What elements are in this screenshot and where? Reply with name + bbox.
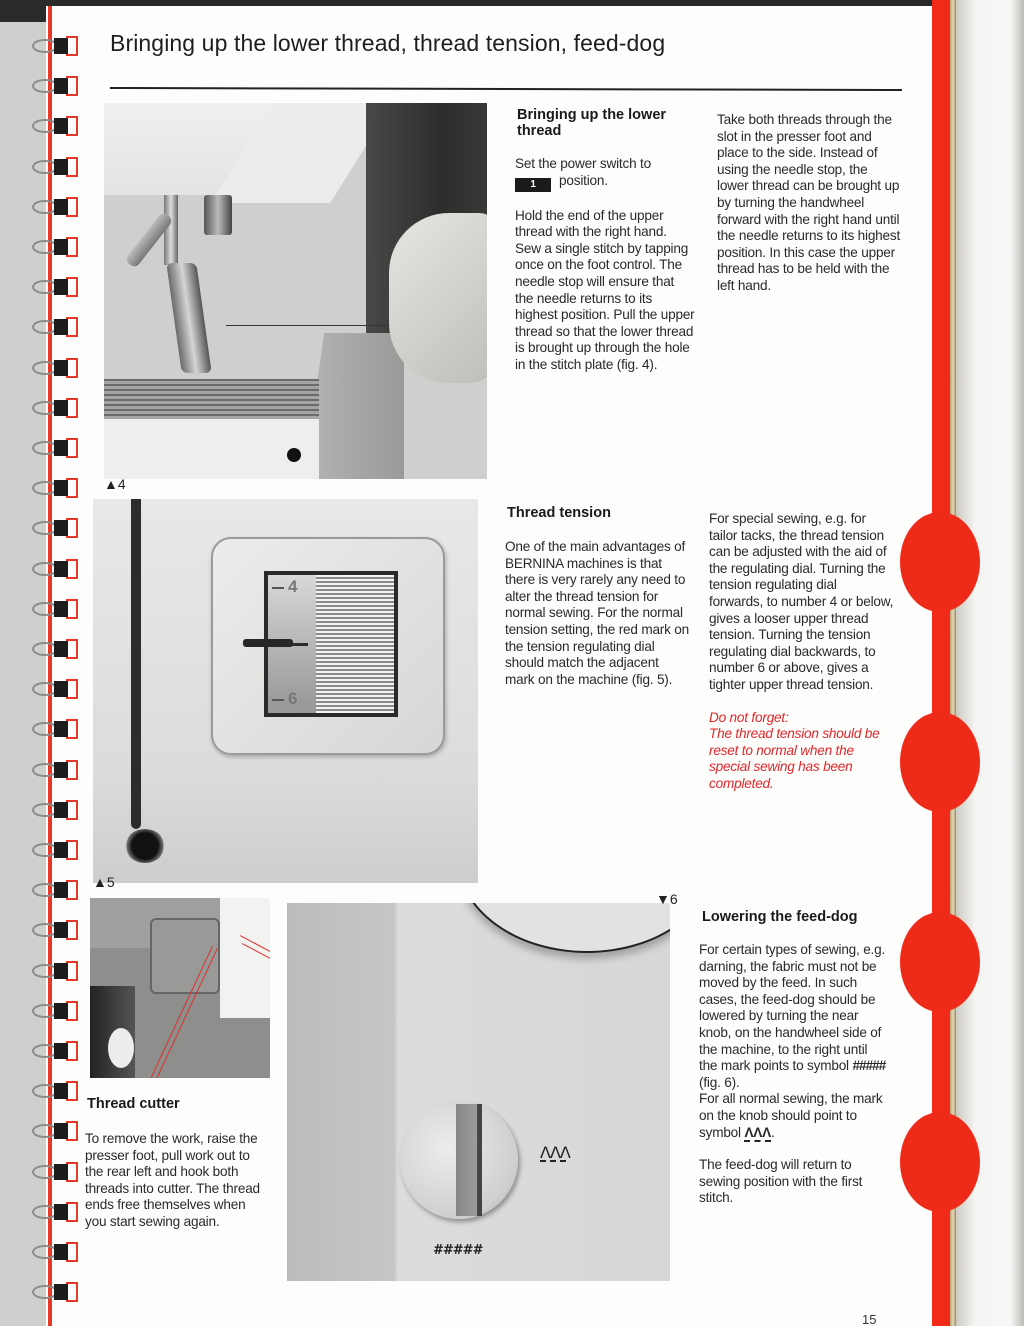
tick-4 [272, 587, 284, 589]
machine-side [304, 333, 404, 479]
hole-red-border [66, 478, 78, 498]
hole-red-border [66, 398, 78, 418]
hole-red-border [66, 1121, 78, 1141]
hole-red-border [66, 518, 78, 538]
binding-coil [32, 116, 82, 138]
figure-6-label: ▼6 [656, 891, 678, 907]
heading-bringing-up-lower-thread: Bringing up the lower thread [517, 107, 667, 139]
hole-red-border [66, 920, 78, 940]
binding-coil [32, 1202, 82, 1224]
hole-red-border [66, 76, 78, 96]
reminder-note [709, 710, 894, 793]
lower-thread-text [515, 156, 695, 374]
hole-red-border [66, 277, 78, 297]
binding-coil [32, 76, 82, 98]
index-tab-3[interactable] [900, 912, 980, 1012]
stitch-plate [104, 379, 319, 419]
index-tab-4[interactable] [900, 1112, 980, 1212]
page-number: 15 [862, 1312, 877, 1326]
figure-5-label: ▲5 [93, 874, 115, 890]
thread-tension-paragraph-1: One of the main advantages of BERNINA machines is that there is very rarely any need to alter the thread tension for normal sewing. For the normal tension setting, the red mark on the tension regulating dial should match the adjacent mark on the machine (fig. 5). [505, 539, 690, 687]
binding-coil [32, 920, 82, 942]
hole-red-border [66, 358, 78, 378]
binding-coil [32, 559, 82, 581]
hole-red-border [66, 840, 78, 860]
binding-coil [32, 961, 82, 983]
hole-red-border [66, 1282, 78, 1302]
hole-red-border [66, 1162, 78, 1182]
binding-coil [32, 358, 82, 380]
symbol-normal-glyph: ΛΛΛ [540, 1143, 570, 1162]
binding-coil [32, 599, 82, 621]
binding-coil [32, 277, 82, 299]
index-tab-2[interactable] [900, 712, 980, 812]
index-tab-1[interactable] [900, 512, 980, 612]
binding-coil [32, 157, 82, 179]
symbol-feed-dog-lowered: ##### [433, 1243, 483, 1258]
power-switch-icon: 1 [515, 178, 551, 192]
tension-dial-grip [316, 575, 394, 713]
thread-cutter-photo [90, 898, 270, 1078]
binding-coil [32, 840, 82, 862]
figure-5-photo [93, 499, 478, 883]
binding-coil [32, 1041, 82, 1063]
feed-dog-text [699, 942, 889, 1207]
binding-coil [32, 317, 82, 339]
presser-bar [164, 195, 178, 265]
hole-red-border [66, 438, 78, 458]
binding-coil [32, 1081, 82, 1103]
figure-4-label: ▲4 [104, 476, 126, 492]
thread-tension-text-2 [709, 511, 894, 793]
thread-line [226, 325, 396, 326]
hole-red-border [66, 36, 78, 56]
hole-red-border [66, 157, 78, 177]
binding-coil [32, 639, 82, 661]
hole-red-border [66, 1081, 78, 1101]
cable-hole [125, 829, 165, 863]
lower-thread-paragraph-2: Take both threads through the slot in the presser foot and place to the side. Instead of using the needle stop, the lower thread can be brought up by turning the handwheel forward with the right hand until the needle returns to its highest position. In this case the upper thread has to be held with the left hand. [717, 112, 901, 293]
tick-6 [272, 699, 284, 701]
feed-dog-text-2a: For all normal sewing, the mark on the knob should point to symbol [699, 1091, 883, 1140]
binding-coil [32, 1242, 82, 1264]
hand-holding-thread [389, 213, 487, 383]
heading-thread-tension: Thread tension [507, 505, 611, 521]
reminder-body: The thread tension should be reset to normal when the special sewing has been completed. [709, 726, 880, 791]
page-title: Bringing up the lower thread, thread tension, feed-dog [110, 30, 666, 56]
binding-coil [32, 197, 82, 219]
reminder-title: Do not forget: [709, 709, 789, 725]
symbol-normal-sewing [540, 1143, 570, 1162]
hole-red-border [66, 760, 78, 780]
presser-bar-housing [220, 898, 270, 1018]
machine-reference-mark [243, 639, 293, 647]
cutter-housing [150, 918, 220, 994]
hole-red-border [66, 961, 78, 981]
power-switch-instruction [515, 156, 695, 192]
feed-dog-paragraph-2 [699, 1091, 889, 1141]
handwheel [457, 903, 670, 953]
binding-coil [32, 760, 82, 782]
dial-number-6: 6 [288, 689, 298, 708]
feed-dog-paragraph-1 [699, 942, 889, 1091]
binding-coil [32, 679, 82, 701]
knob-mark [456, 1104, 482, 1216]
thread-tension-paragraph-2: For special sewing, e.g. for tailor tacks, the thread tension can be adjusted with the aid of the regulating dial. Turning the tension regulating dial forwards, to number 4 or below, gives a looser upper thread tension. Turning the tension regulating dial backwards, to number 6 or above, gives a tighter upper thread tension. [709, 511, 894, 692]
binding-coil [32, 1001, 82, 1023]
figure-6-photo [287, 903, 670, 1281]
power-text-after: position. [559, 172, 608, 188]
machine-dot [287, 448, 301, 462]
hole-red-border [66, 197, 78, 217]
hole-red-border [66, 1202, 78, 1222]
hole-red-border [66, 800, 78, 820]
feed-dog-paragraph-3: The feed-dog will return to sewing position with the first stitch. [699, 1157, 863, 1206]
heading-thread-cutter: Thread cutter [87, 1096, 180, 1112]
hole-red-border [66, 1001, 78, 1021]
binding-coil [32, 36, 82, 58]
binding-coil [32, 1162, 82, 1184]
binding-coil [32, 1121, 82, 1143]
needle-clamp [204, 195, 232, 235]
dial-number-4: 4 [288, 577, 298, 596]
binding-coil [32, 237, 82, 259]
feed-dog-text-2b: . [771, 1124, 775, 1140]
binding-coil [32, 880, 82, 902]
hole-red-border [66, 880, 78, 900]
figure-4-photo [104, 103, 487, 479]
foot-knob [108, 1028, 134, 1068]
symbol-normal-inline: ΛΛΛ [744, 1124, 772, 1140]
hole-red-border [66, 559, 78, 579]
hole-red-border [66, 317, 78, 337]
binding-coil [32, 800, 82, 822]
hole-red-border [66, 1041, 78, 1061]
binding-coil [32, 438, 82, 460]
hole-red-border [66, 1242, 78, 1262]
binding-coil [32, 1282, 82, 1304]
binding-coil [32, 719, 82, 741]
symbol-lowered-inline: ##### [852, 1058, 886, 1074]
feed-dog-text-1b: (fig. 6). [699, 1074, 740, 1090]
machine-base [104, 419, 319, 479]
presser-foot [166, 263, 211, 373]
hole-red-border [66, 599, 78, 619]
binding-coil [32, 398, 82, 420]
hole-red-border [66, 237, 78, 257]
hole-red-border [66, 639, 78, 659]
power-text-before: Set the power switch to [515, 156, 651, 171]
binding-coil [32, 478, 82, 500]
feed-dog-text-1a: For certain types of sewing, e.g. darning, the fabric must not be moved by the feed. In such cases, the feed-dog should be lowered by turning the near knob, on the handwheel side of the machine, to the right until the mark points to symbol [699, 942, 886, 1074]
hole-red-border [66, 679, 78, 699]
hole-red-border [66, 719, 78, 739]
heading-lowering-feed-dog: Lowering the feed-dog [702, 909, 858, 925]
lower-thread-paragraph-1: Hold the end of the upper thread with the right hand. Sew a single stitch by tapping once on the foot control. The needle stop will ensure that the needle returns to its highest position. Pull the upper thread so that the lower thread is brought up through the hole in the stitch plate (fig. 4). [515, 207, 695, 372]
cable [131, 499, 141, 829]
thread-cutter-paragraph: To remove the work, raise the presser foot, pull work out to the rear left and hook both threads into cutter. The thread ends free themselves when you start sewing again. [85, 1131, 260, 1229]
hole-red-border [66, 116, 78, 136]
binding-coil [32, 518, 82, 540]
